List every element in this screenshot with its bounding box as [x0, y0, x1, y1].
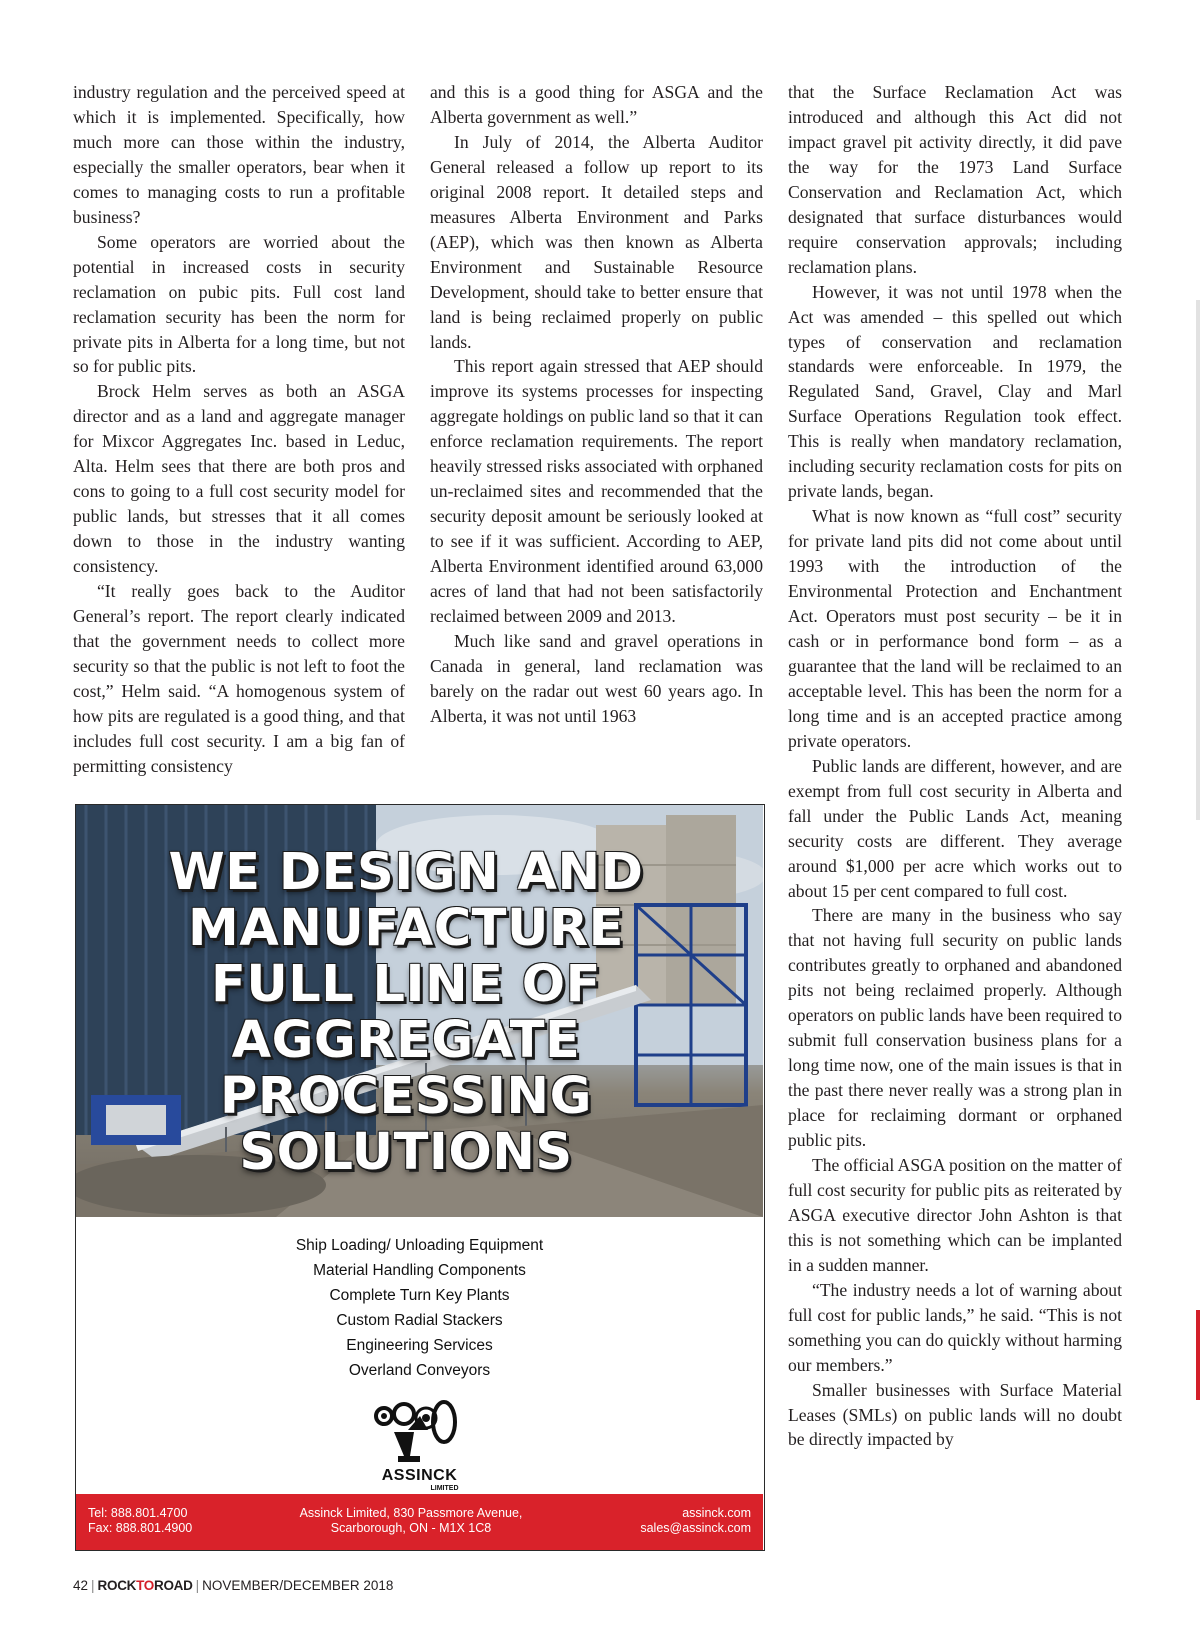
paragraph: What is now known as “full cost” security for private land pits did not come about until 1993 with the introduction of the Environmental Protection and Enchantment Act. Operators must post security – be it in cash or in performance bond form – as a guarantee that the land will be reclaimed to an acceptable level. This has been the norm for a long time and is an accepted practice among private operators. [788, 506, 1122, 751]
page-footer [73, 1578, 393, 1593]
paragraph: Some operators are worried about the potential in increased costs in security reclamation on pubic pits. Full cost land reclamation security has been the norm for private pits in Alberta for a long time, but not so for public pits. [73, 231, 405, 377]
magazine-name-part: TO [136, 1578, 155, 1593]
headline-line: MANUFACTURE [187, 899, 624, 958]
service-item: Ship Loading/ Unloading Equipment [295, 1237, 544, 1254]
service-item: Overland Conveyors [348, 1362, 491, 1379]
paragraph: In July of 2014, the Alberta Auditor General released a follow up report to its original 2008 report. It detailed steps and measures Alberta Environment and Parks (AEP), which was then known as Alberta Environment and Sustainable Resource Development, should take to better ensure that land is being reclaimed properly on public lands. [430, 131, 763, 352]
ad-email-link[interactable]: sales@assinck.com [640, 1521, 751, 1535]
article-column-3 [788, 80, 1122, 1452]
paragraph: Brock Helm serves as both an ASGA director and as a land and aggregate manager for Mixcor Aggregates Inc. based in Leduc, Alta. Helm sees that there are both pros and cons to going to a full cost security model for public lands, but stresses that it all comes down to those in the industry wanting consistency. [73, 381, 405, 577]
paragraph: There are many in the business who say that not having full security on public lands contributes greatly to orphaned and abandoned pits not being reclaimed properly. Although operators on public lands have been required to submit full conservation business plans for a long time now, one of the main issues is that in the past there never really was a strong plan in place for reclaiming dormant or orphaned public pits. [788, 905, 1122, 1151]
headline-line: WE DESIGN AND [168, 843, 644, 902]
ad-tel[interactable]: Tel: 888.801.4700 [88, 1506, 188, 1520]
headline-line: SOLUTIONS [239, 1123, 573, 1182]
ad-photo-industrial-plant [76, 805, 763, 1217]
ad-services-list [76, 1233, 763, 1383]
page-edge-tab-accent [1196, 1310, 1200, 1400]
magazine-name-part: ROCK [97, 1578, 137, 1593]
paragraph: This report again stressed that AEP should improve its systems processes for inspecting aggregate holdings on public land so that it can enforce reclamation requirements. The report heavily stressed risks associated with orphaned un-reclaimed sites and recommended that the security deposit amount be seriously looked at to see if it was sufficient. According to AEP, Alberta Environment identified around 63,000 acres of land that had not been satisfactorily reclaimed between 2009 and 2013. [430, 356, 763, 627]
page-edge-tab [1196, 300, 1200, 820]
ad-contact-bar [76, 1494, 763, 1550]
paragraph: Much like sand and gravel operations in Canada in general, land reclamation was barely on the radar out west 60 years ago. In Alberta, it was not until 1963 [430, 630, 763, 726]
paragraph: The official ASGA position on the matter of full cost security for public pits as reiterated by ASGA executive director John Ashton is that this is not something which can be implanted in a sudden manner. [788, 1154, 1122, 1275]
ad-address-block [296, 1506, 526, 1536]
ad-brand-subtitle: LIMITED [430, 1485, 459, 1492]
ad-web-block [640, 1506, 751, 1536]
service-item: Material Handling Components [313, 1262, 526, 1279]
paragraph: However, it was not until 1978 when the Act was amended – this spelled out which types of conservation and reclamation standards were enforceable. In 1979, the Regulated Sand, Gravel, Clay and Marl Surface Operations Regulation took effect. This is really when mandatory reclamation, including security reclamation costs for pits on private lands, began. [788, 281, 1122, 502]
ad-website-link[interactable]: assinck.com [682, 1506, 751, 1520]
paragraph: Smaller businesses with Surface Material Leases (SMLs) on public lands will no doubt be directly impacted by [788, 1379, 1122, 1450]
paragraph: industry regulation and the perceived speed at which it is implemented. Specifically, how much more can those within the industry, especially the smaller operators, bear when it comes to managing costs to run a profitable business? [73, 82, 405, 227]
footer-separator: | [91, 1578, 95, 1593]
paragraph: and this is a good thing for ASGA and the Alberta government as well.” [430, 82, 763, 127]
paragraph: “It really goes back to the Auditor General’s report. The report clearly indicated that the government needs to collect more security so that the public is not left to foot the cost,” Helm said. “A homogenous system of how pits are regulated is a good thing, and that includes full cost security. I am a big fan of permitting consistency [73, 581, 405, 776]
headline-line: AGGREGATE [231, 1011, 581, 1070]
service-item: Complete Turn Key Plants [329, 1287, 510, 1304]
ad-fax: Fax: 888.801.4900 [88, 1521, 193, 1535]
article-column-2 [430, 80, 763, 729]
article-column-1 [73, 80, 405, 779]
ad-headline [166, 845, 646, 1181]
issue-date: NOVEMBER/DECEMBER 2018 [202, 1578, 394, 1593]
paragraph: “The industry needs a lot of warning about full cost for public lands,” he said. “This is not something you can do quickly without harming our members.” [788, 1279, 1122, 1375]
ad-phone-block [88, 1506, 192, 1536]
advertisement[interactable] [75, 804, 765, 1551]
ad-address-line: Assinck Limited, 830 Passmore Avenue, [299, 1506, 523, 1520]
headline-line: FULL LINE OF [211, 955, 601, 1014]
service-item: Custom Radial Stackers [336, 1312, 503, 1329]
headline-line: PROCESSING [220, 1067, 592, 1126]
paragraph: Public lands are different, however, and are exempt from full cost security in Alberta and fall under the Public Lands Act, meaning security costs are different. They average around $1,000 per acre which works out to about 15 per cent compared to full cost. [788, 755, 1122, 901]
magazine-name [98, 1578, 193, 1593]
footer-separator: | [195, 1578, 200, 1593]
ad-address-line: Scarborough, ON - M1X 1C8 [330, 1521, 492, 1535]
ad-brand-name: ASSINCK [381, 1467, 458, 1484]
magazine-name-part: ROAD [154, 1578, 193, 1593]
page-number: 42 [73, 1578, 89, 1593]
service-item: Engineering Services [346, 1337, 493, 1354]
paragraph: that the Surface Reclamation Act was introduced and although this Act did not impact gravel pit activity directly, it did pave the way for the 1973 Land Surface Conservation and Reclamation Act, which designated that surface disturbances would require conservation approvals; including reclamation plans. [788, 82, 1122, 277]
